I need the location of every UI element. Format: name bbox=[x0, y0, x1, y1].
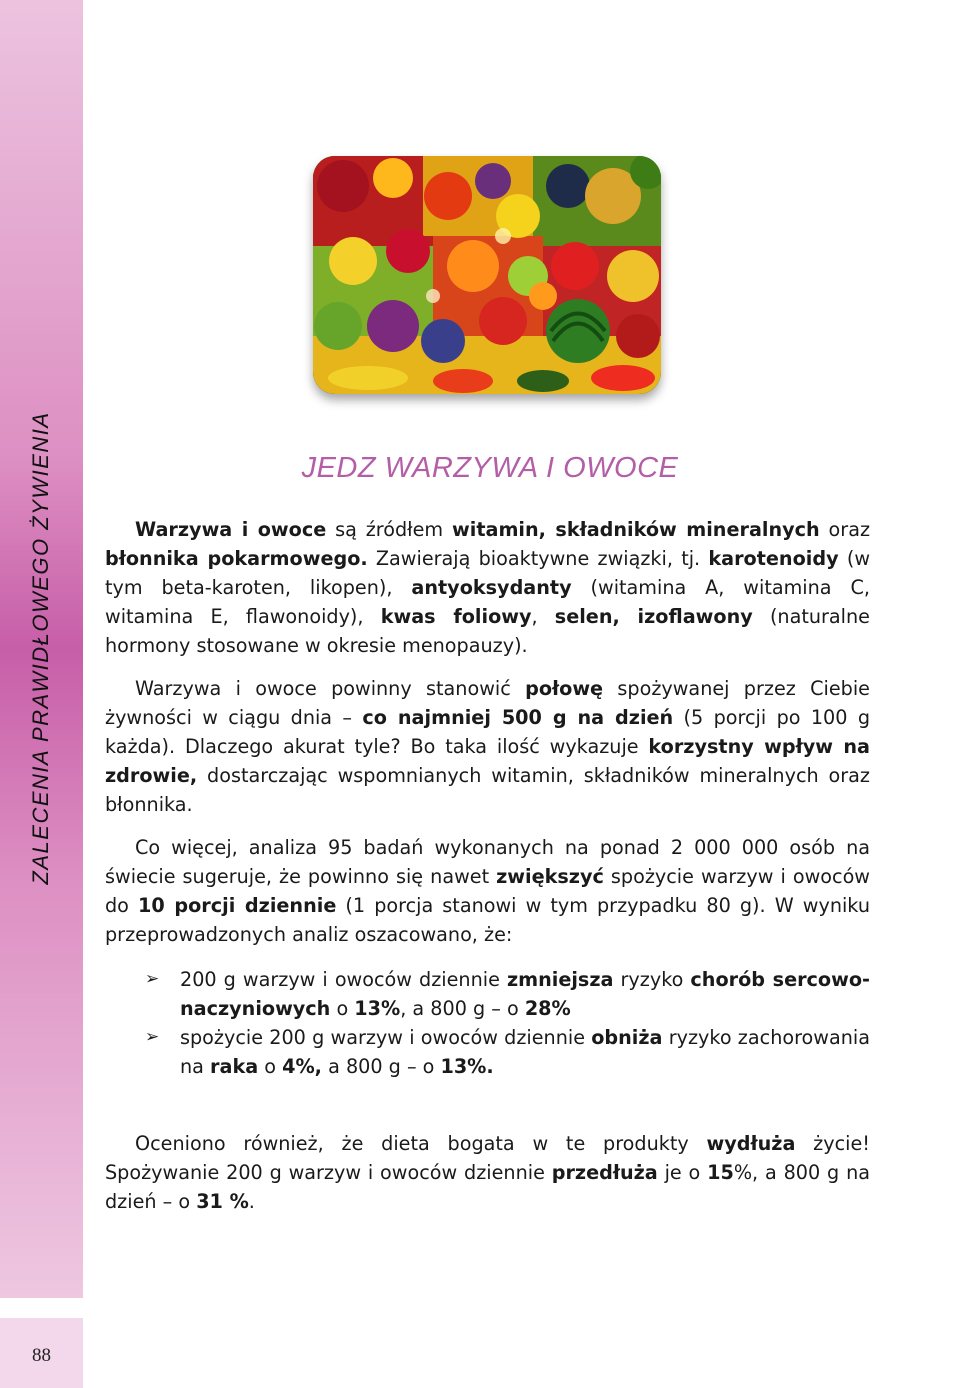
bold-text: 10 porcji dziennie bbox=[138, 894, 337, 917]
bold-text: zwiększyć bbox=[496, 865, 604, 888]
bold-text: 15 bbox=[707, 1161, 734, 1184]
text-run: (naturalne hormony stosowane w okresie menopauzy). bbox=[105, 605, 870, 657]
text-run: , a 800 g – o bbox=[400, 997, 525, 1020]
bold-text: chorób sercowo-naczyniowych bbox=[180, 968, 870, 1020]
list-item bbox=[145, 1023, 870, 1081]
bold-text: antyoksydanty bbox=[411, 576, 572, 599]
bold-text: zmniejsza bbox=[506, 968, 614, 991]
text-run: a 800 g – o bbox=[321, 1055, 441, 1078]
bold-text: Warzywa i owoce bbox=[135, 518, 327, 541]
text-run: Oceniono również, że dieta bogata w te produkty bbox=[135, 1132, 707, 1155]
paragraph-portions bbox=[105, 674, 870, 819]
text-run: . bbox=[248, 1190, 255, 1213]
text-run: dostarczając wspomnianych witamin, składników mineralnych oraz błonnika. bbox=[105, 764, 870, 816]
page-number: 88 bbox=[32, 1345, 51, 1366]
bold-text: co najmniej 500 g na dzień bbox=[362, 706, 674, 729]
bold-text: błonnika pokarmowego. bbox=[105, 547, 368, 570]
text-run: Warzywa i owoce powinny stanowić bbox=[135, 677, 526, 700]
text-run: ryzyko bbox=[613, 968, 691, 991]
section-heading: JEDZ WARZYWA I OWOCE bbox=[301, 452, 679, 484]
arrow-bullet-icon: ➢ bbox=[145, 1027, 160, 1047]
sidebar-title: ZALECENIA PRAWIDŁOWEGO ŻYWIENIA bbox=[28, 411, 53, 885]
bold-text: 13% bbox=[354, 997, 401, 1020]
bold-text: przedłuża bbox=[551, 1161, 658, 1184]
bold-text: 28% bbox=[524, 997, 571, 1020]
text-run: o bbox=[258, 1055, 283, 1078]
text-run: (w tym beta-karoten, likopen), bbox=[105, 547, 871, 599]
sidebar-band bbox=[0, 0, 83, 1298]
arrow-bullet-icon: ➢ bbox=[145, 969, 160, 989]
text-run: , bbox=[531, 605, 555, 628]
bold-text: 31 % bbox=[196, 1190, 249, 1213]
text-run: życie! Spożywanie 200 g warzyw i owoców dziennie bbox=[105, 1132, 870, 1184]
bold-text: korzystny wpływ na zdrowie, bbox=[105, 735, 870, 787]
bold-text: karotenoidy bbox=[708, 547, 839, 570]
bold-text: witamin, składników mineralnych bbox=[452, 518, 820, 541]
text-run: ryzyko zachorowania na bbox=[180, 1026, 870, 1078]
text-run: Co więcej, analiza 95 badań wykonanych na ponad 2 000 000 osób na świecie sugeruje, że powinno się nawet bbox=[105, 836, 870, 888]
text-run: spożycie 200 g warzyw i owoców dziennie bbox=[180, 1026, 592, 1049]
fruits-vegetables-illustration bbox=[313, 156, 661, 394]
bold-text: 4%, bbox=[282, 1055, 322, 1078]
fruits-vegetables-photo bbox=[313, 156, 661, 394]
paragraph-lifespan bbox=[105, 1129, 870, 1216]
findings-list bbox=[105, 965, 870, 1081]
text-run: o bbox=[330, 997, 355, 1020]
bold-text: 13%. bbox=[440, 1055, 494, 1078]
body-text bbox=[105, 515, 870, 1230]
bold-text: kwas foliowy bbox=[380, 605, 532, 628]
text-run: 200 g warzyw i owoców dziennie bbox=[180, 968, 507, 991]
bold-text: wydłuża bbox=[706, 1132, 796, 1155]
text-run: %, a 800 g na dzień – o bbox=[105, 1161, 870, 1213]
text-run: Zawierają bioaktywne związki, tj. bbox=[367, 547, 709, 570]
text-run: (5 porcji po 100 g każda). Dlaczego akurat tyle? Bo taka ilość wykazuje bbox=[105, 706, 871, 758]
text-run: je o bbox=[657, 1161, 708, 1184]
list-item bbox=[145, 965, 870, 1023]
bold-text: raka bbox=[210, 1055, 259, 1078]
text-run: są źródłem bbox=[326, 518, 453, 541]
text-run: (witamina A, witamina C, witamina E, flawonoidy), bbox=[105, 576, 870, 628]
paragraph-studies bbox=[105, 833, 870, 949]
text-run: (1 porcja stanowi w tym przypadku 80 g). W wyniku przeprowadzonych analiz oszacowano, że: bbox=[105, 894, 870, 946]
paragraph-intro bbox=[105, 515, 870, 660]
text-run: oraz bbox=[819, 518, 871, 541]
bold-text: obniża bbox=[591, 1026, 663, 1049]
text-run: spożycie warzyw i owoców do bbox=[105, 865, 870, 917]
text-run: spożywanej przez Ciebie żywności w ciągu dnia – bbox=[105, 677, 870, 729]
bold-text: połowę bbox=[525, 677, 604, 700]
bold-text: selen, izoflawony bbox=[554, 605, 753, 628]
